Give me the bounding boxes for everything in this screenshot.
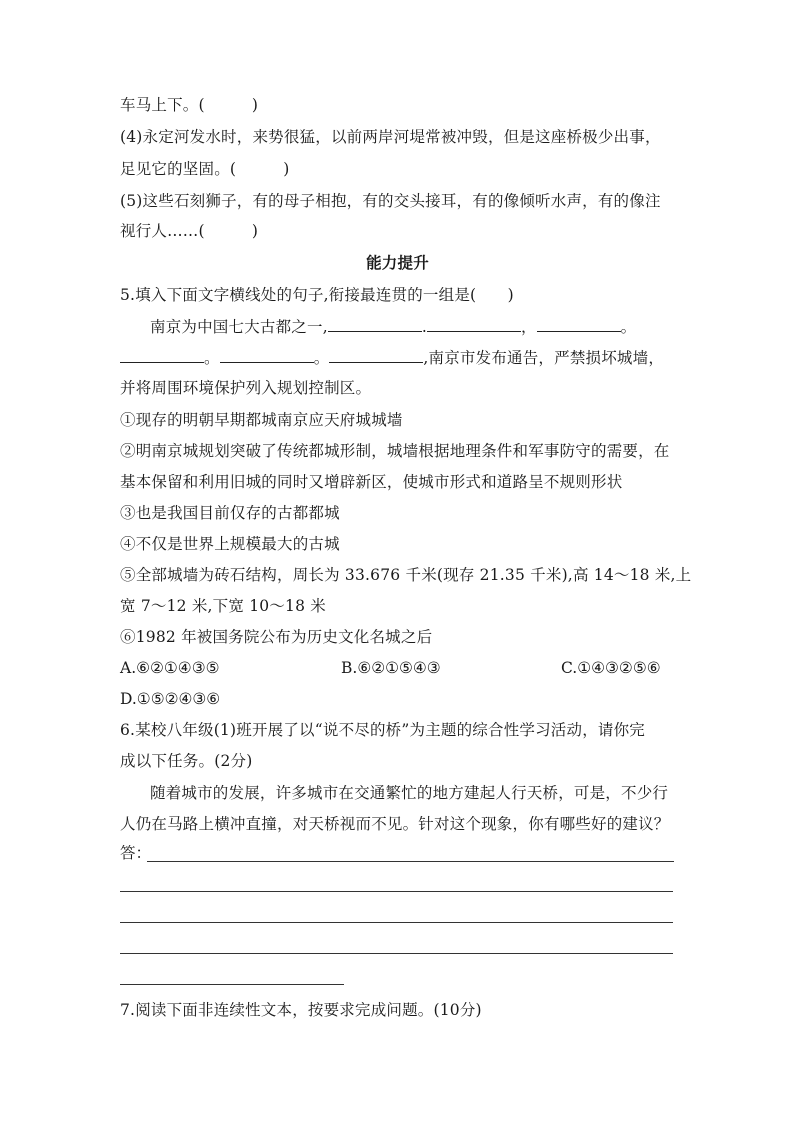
- text-line: 视行人……( ): [120, 222, 259, 240]
- option-b[interactable]: B.⑥②①⑤④③: [341, 659, 441, 677]
- punct: 。: [204, 349, 220, 367]
- q5-item: ④不仅是世界上规模最大的古城: [120, 535, 340, 553]
- fill-blank[interactable]: [120, 347, 204, 363]
- question-5-stem: 5.填入下面文字横线处的句子,衔接最连贯的一组是( ): [120, 286, 514, 304]
- passage-text: 南京为中国七大古都之一,: [150, 318, 328, 336]
- question-7-stem: 7.阅读下面非连续性文本，按要求完成问题。(10分): [120, 1001, 482, 1019]
- q5-passage-line-2: [120, 347, 675, 368]
- q5-passage-line-1: [150, 316, 675, 337]
- fill-blank[interactable]: [328, 316, 422, 332]
- passage-text: ,南京市发布通告，严禁损坏城墙，: [423, 349, 665, 367]
- q5-item: ⑥1982 年被国务院公布为历史文化名城之后: [120, 628, 433, 646]
- fill-blank[interactable]: [329, 347, 423, 363]
- q5-item-cont: 宽 7～12 米,下宽 10～18 米: [120, 597, 326, 615]
- text-line: 足见它的坚固。( ): [120, 160, 290, 178]
- answer-line[interactable]: [120, 922, 673, 923]
- q6-paragraph: 随着城市的发展，许多城市在交通繁忙的地方建起人行天桥，可是，不少行: [150, 784, 669, 802]
- answer-label: 答：: [120, 844, 152, 862]
- text-line: (4)永定河发水时，来势很猛，以前两岸河堤常被冲毁，但是这座桥极少出事，: [120, 128, 661, 146]
- punct: ，: [520, 318, 537, 336]
- question-6-stem: 成以下任务。(2分): [120, 752, 253, 770]
- q5-item: ①现存的明朝早期都城南京应天府城城墙: [120, 411, 403, 429]
- q5-item: ②明南京城规划突破了传统都城形制，城墙根据地理条件和军事防守的需要，在: [120, 442, 670, 460]
- section-title: 能力提升: [366, 253, 429, 272]
- q5-item: ③也是我国目前仅存的古都都城: [120, 504, 340, 522]
- option-d[interactable]: D.①⑤②④③⑥: [120, 690, 221, 708]
- option-c[interactable]: C.①④③②⑤⑥: [561, 659, 661, 677]
- question-6-stem: 6.某校八年级(1)班开展了以“说不尽的桥”为主题的综合性学习活动，请你完: [120, 721, 645, 739]
- text-line: (5)这些石刻狮子，有的母子相抱，有的交头接耳，有的像倾听水声，有的像注: [120, 192, 661, 210]
- fill-blank[interactable]: [427, 316, 521, 332]
- punct: 。: [313, 349, 330, 367]
- answer-line[interactable]: [147, 861, 674, 862]
- answer-line[interactable]: [120, 953, 673, 954]
- q6-paragraph: 人仍在马路上横冲直撞，对天桥视而不见。针对这个现象，你有哪些好的建议？: [120, 815, 670, 833]
- punct: .: [421, 318, 427, 336]
- q5-item: ⑤全部城墙为砖石结构，周长为 33.676 千米(现存 21.35 千米),高 14～18 米,上: [120, 566, 692, 584]
- q5-item-cont: 基本保留和利用旧城的同时又增辟新区，使城市形式和道路呈不规则形状: [120, 473, 623, 491]
- text-line: 车马上下。( ): [120, 96, 259, 114]
- q5-passage-line-3: 并将周围环境保护列入规划控制区。: [120, 379, 372, 397]
- fill-blank[interactable]: [537, 316, 621, 332]
- punct: 。: [620, 318, 637, 336]
- answer-line[interactable]: [120, 891, 673, 892]
- answer-line[interactable]: [120, 984, 344, 985]
- fill-blank[interactable]: [220, 347, 314, 363]
- option-a[interactable]: A.⑥②①④③⑤: [120, 659, 220, 677]
- answer-area[interactable]: [120, 843, 675, 863]
